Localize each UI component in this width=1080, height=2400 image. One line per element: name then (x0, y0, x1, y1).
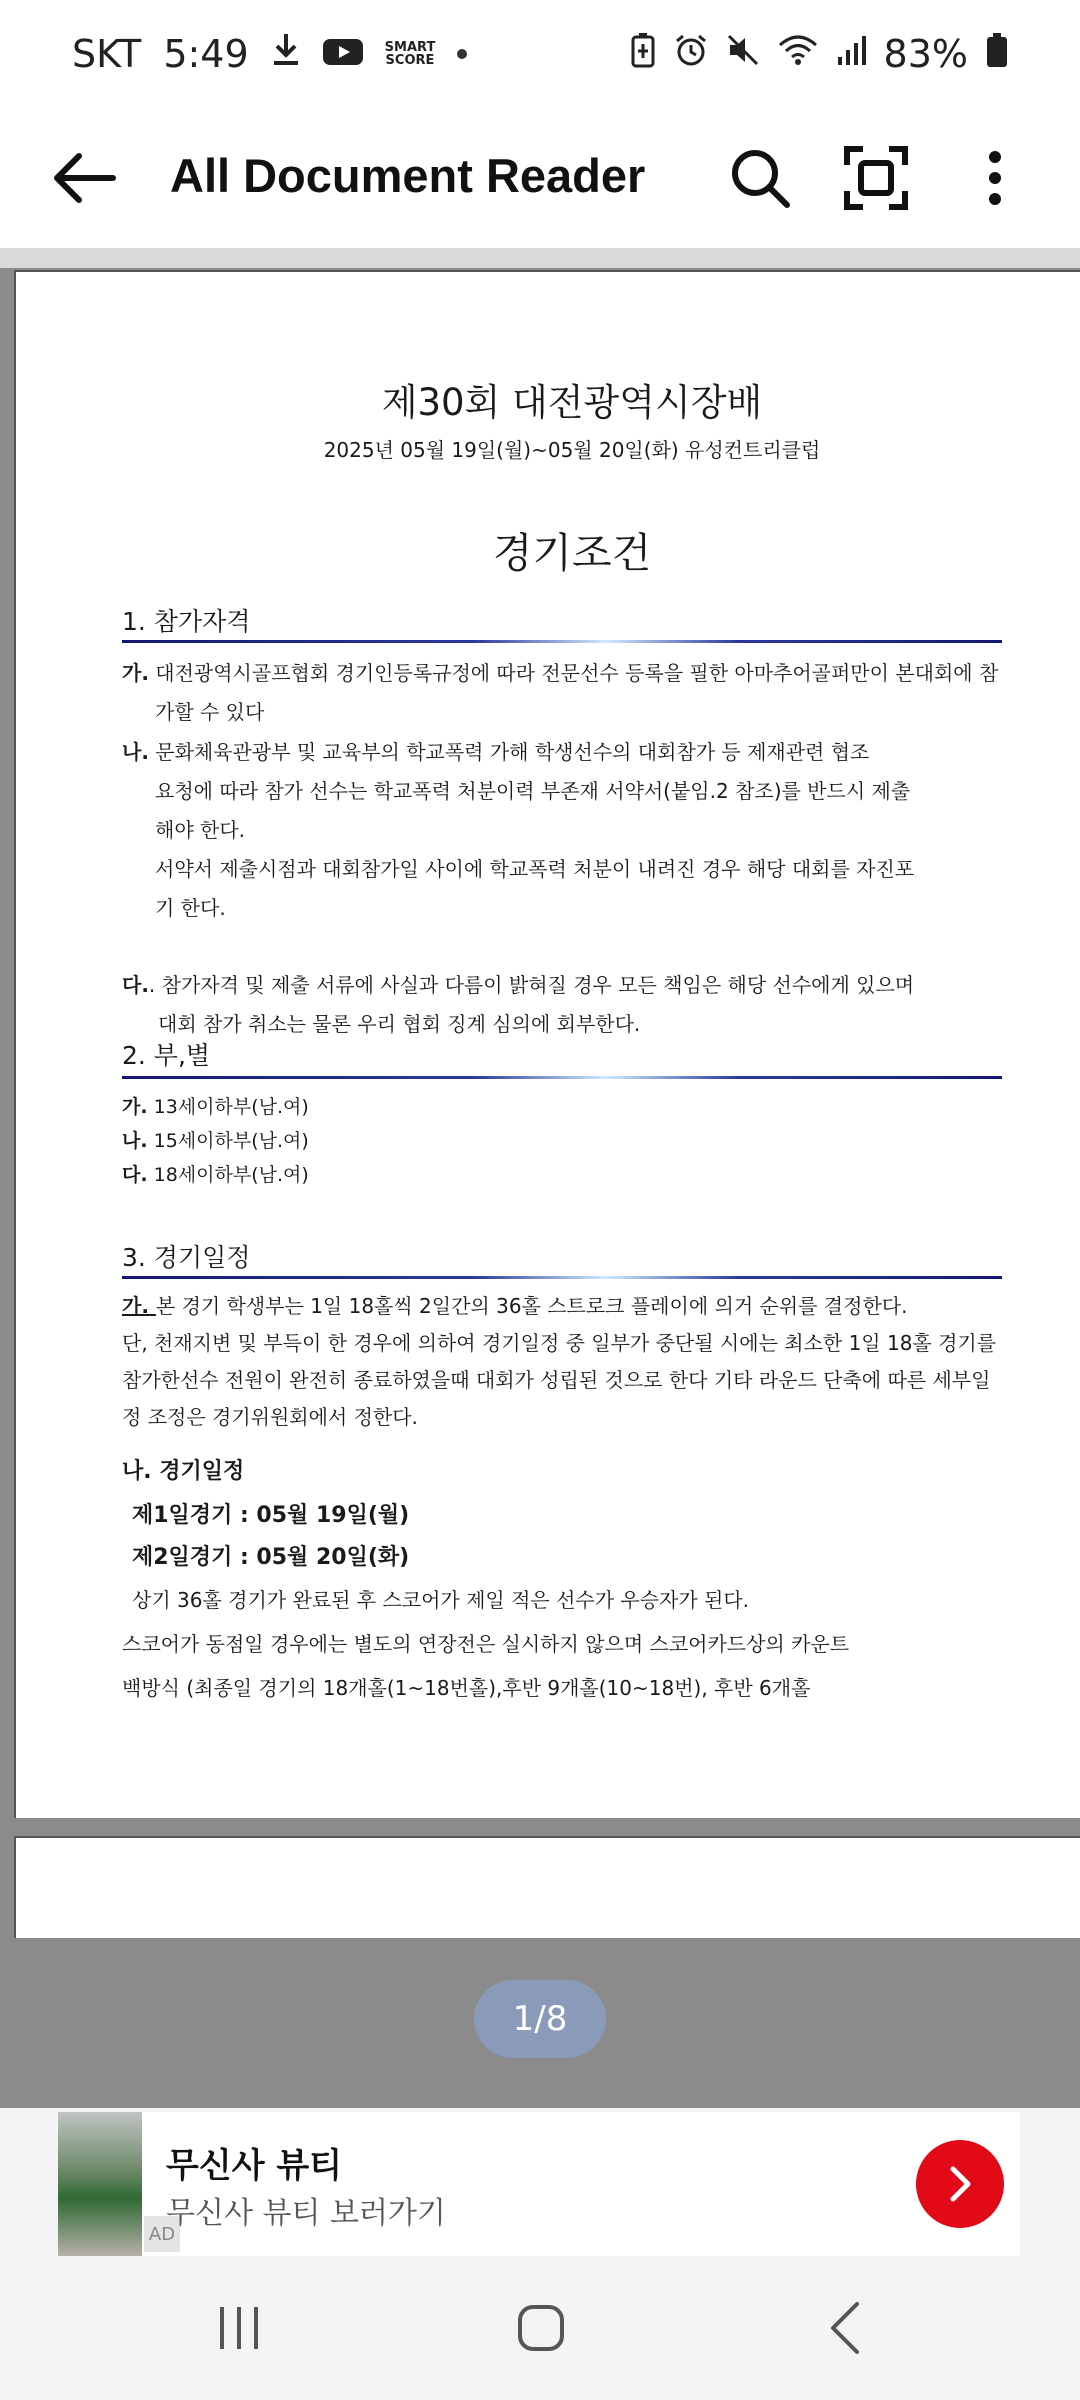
section-2-item (122, 1158, 309, 1192)
section-3-item-a (122, 1288, 1007, 1436)
item-c-line-1: . 참가자격 및 제출 서류에 사실과 다름이 밝혀질 경우 모든 책임은 해당 선수에게 있으며 (148, 973, 915, 997)
nav-back-button[interactable] (800, 2288, 890, 2368)
ad-badge: AD (144, 2216, 180, 2252)
item-b-line-2: 요청에 따라 참가 선수는 학교폭력 처분이력 부존재 서약서(붙임.2 참조)를 반드시 제출 (155, 779, 911, 803)
item-text: 18세이하부(남.여) (153, 1164, 309, 1186)
section-1-item-b (122, 733, 1007, 928)
item-c-marker: 다. (122, 973, 149, 997)
carrier: SKT (72, 32, 142, 76)
item-a-line-4: 정 조정은 경기위원회에서 정한다. (122, 1405, 418, 1429)
system-nav-bar (0, 2260, 1080, 2400)
item-marker: 다. (122, 1164, 148, 1186)
battery-icon (986, 32, 1008, 77)
item-a-line-1: 본 경기 학생부는 1일 18홀씩 2일간의 36홀 스트로크 플레이에 의거 순위를 결정한다. (155, 1294, 908, 1318)
clock: 5:49 (163, 32, 249, 76)
winner-rule: 상기 36홀 경기가 완료된 후 스코어가 제일 적은 선수가 우승자가 된다. (132, 1588, 750, 1612)
ad-title: 무신사 뷰티 (166, 2146, 343, 2186)
signal-icon (836, 32, 866, 76)
viewer-top-strip (0, 248, 1080, 268)
item-a-marker: 가. (122, 661, 149, 685)
battery-saver-icon (630, 32, 656, 77)
smart-score-label-2: SCORE (385, 53, 435, 68)
item-b-marker: 나. (122, 740, 149, 764)
item-b-line-5: 기 한다. (155, 896, 226, 920)
status-bar (0, 0, 1080, 108)
page-indicator: 1/8 (474, 1980, 606, 2058)
item-a-line-3: 참가한선수 전원이 완전히 종료하였을때 대회가 성립된 것으로 한다 기타 라운드 단축에 따른 세부일 (122, 1368, 991, 1392)
section-1-rule (122, 640, 1002, 643)
fit-screen-button[interactable] (836, 138, 916, 218)
ad-banner[interactable] (58, 2112, 1020, 2256)
item-marker: 가. (122, 1096, 148, 1118)
recents-icon (214, 2303, 264, 2353)
doc-title: 제30회 대전광역시장배 (381, 381, 763, 424)
schedule-heading: 나. 경기일정 (122, 1459, 245, 1484)
ad-banner-area (0, 2108, 1080, 2260)
chevron-right-icon (945, 2164, 975, 2204)
item-a-line-2: 단, 천재지변 및 부득이 한 경우에 의하여 경기일정 중 일부가 중단될 시에는 최소한 1일 18홀 경기를 (122, 1331, 997, 1355)
search-icon (729, 147, 791, 209)
search-button[interactable] (720, 138, 800, 218)
recents-button[interactable] (194, 2288, 284, 2368)
section-1-item-a (122, 654, 1007, 732)
section-1-heading: 1. 참가자격 (122, 607, 251, 636)
item-a-line-2: 가할 수 있다 (155, 700, 265, 724)
smart-score-label-1: SMART (384, 40, 436, 55)
document-viewer[interactable] (0, 248, 1080, 2108)
section-1-item-c (122, 966, 1007, 1044)
item-marker: 나. (122, 1130, 148, 1152)
more-options-button[interactable] (960, 138, 1030, 218)
section-2-heading: 2. 부,별 (122, 1041, 211, 1070)
tie-rule: 스코어가 동점일 경우에는 별도의 연장전은 실시하지 않으며 스코어카드상의 카운트 (122, 1632, 850, 1656)
more-vert-icon (988, 150, 1002, 206)
section-2-item (122, 1124, 309, 1158)
app-bar (0, 108, 1080, 248)
home-icon (516, 2303, 566, 2353)
battery-percent: 83% (883, 32, 968, 76)
smart-score-icon (385, 41, 436, 67)
ad-cta-button[interactable] (916, 2140, 1004, 2228)
item-a-line-1: 대전광역시골프협회 경기인등록규정에 따라 전문선수 등록을 필한 아마추어골퍼만이 본대회에 참 (155, 661, 999, 685)
section-3-heading: 3. 경기일정 (122, 1243, 251, 1272)
back-button[interactable] (46, 140, 122, 216)
section-2-rule (122, 1076, 1002, 1079)
arrow-left-icon (51, 153, 117, 203)
item-c-line-2: 대회 참가 취소는 물론 우리 협회 징계 심의에 회부한다. (158, 1012, 641, 1036)
section-2-item (122, 1090, 309, 1124)
document-page-2[interactable] (14, 1836, 1080, 1938)
section-3-rule (122, 1276, 1002, 1279)
document-page-1[interactable] (14, 270, 1080, 1818)
mute-icon (726, 32, 760, 76)
schedule-day-2: 제2일경기 : 05월 20일(화) (132, 1545, 410, 1570)
notification-dot-icon (457, 49, 467, 59)
download-icon (271, 32, 301, 77)
fit-screen-icon (843, 145, 909, 211)
ad-thumbnail (58, 2112, 142, 2256)
schedule-day-1: 제1일경기 : 05월 19일(월) (132, 1503, 410, 1528)
item-b-line-1: 문화체육관광부 및 교육부의 학교폭력 가해 학생선수의 대회참가 등 제재관련 협조 (155, 740, 870, 764)
item-a-marker: 가. (122, 1294, 156, 1318)
youtube-icon (323, 32, 363, 76)
doc-subtitle: 2025년 05월 19일(월)~05월 20일(화) 유성컨트리클럽 (323, 438, 821, 462)
item-text: 15세이하부(남.여) (153, 1130, 309, 1152)
home-button[interactable] (496, 2288, 586, 2368)
doc-heading: 경기조건 (492, 529, 652, 577)
section-3-rules (122, 1578, 1007, 1710)
alarm-icon (674, 32, 708, 76)
item-b-line-3: 해야 한다. (155, 818, 245, 842)
app-title: All Document Reader (170, 149, 646, 202)
item-b-line-4: 서약서 제출시점과 대회참가일 사이에 학교폭력 처분이 내려진 경우 해당 대회를 자진포 (155, 857, 915, 881)
item-text: 13세이하부(남.여) (153, 1096, 309, 1118)
countback-rule: 백방식 (최종일 경기의 18개홀(1~18번홀),후반 9개홀(10~18번), 후반 6개홀 (122, 1676, 811, 1700)
wifi-icon (778, 32, 818, 76)
ad-subtitle: 무신사 뷰티 보러가기 (166, 2196, 446, 2231)
back-icon (825, 2300, 865, 2356)
